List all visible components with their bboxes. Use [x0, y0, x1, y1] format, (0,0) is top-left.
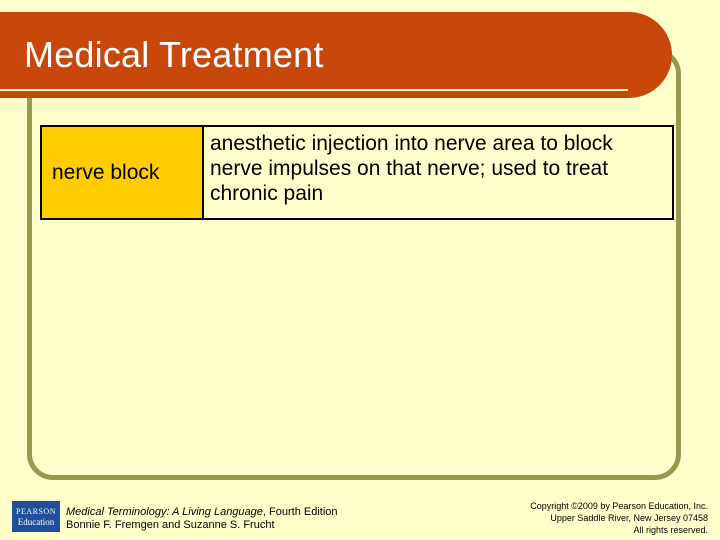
book-title: Medical Terminology: A Living Language [66, 506, 263, 518]
definition-text: anesthetic injection into nerve area to block nerve impulses on that nerve; used to treat chronic pain [210, 132, 613, 205]
book-edition: , Fourth Edition [262, 506, 338, 518]
copyright-notice [530, 500, 708, 536]
term-cell [42, 127, 204, 218]
citation [66, 506, 338, 532]
term-text: nerve block [52, 160, 160, 184]
slide-frame [27, 48, 681, 480]
publisher-address: Upper Saddle River, New Jersey 07458 [550, 513, 708, 523]
rights-line: All rights reserved. [633, 525, 708, 535]
citation-authors: Bonnie F. Fremgen and Suzanne S. Frucht [66, 519, 275, 531]
definition-cell [204, 127, 672, 218]
logo-text-education: Education [17, 516, 55, 527]
slide-title: Medical Treatment [24, 34, 324, 75]
term-table [40, 125, 674, 220]
copyright-line: Copyright ©2009 by Pearson Education, Inc. [530, 501, 708, 511]
title-banner [0, 12, 672, 98]
citation-title-line [66, 506, 338, 519]
pearson-logo [12, 501, 60, 532]
logo-text-pearson: PEARSON [16, 506, 56, 516]
